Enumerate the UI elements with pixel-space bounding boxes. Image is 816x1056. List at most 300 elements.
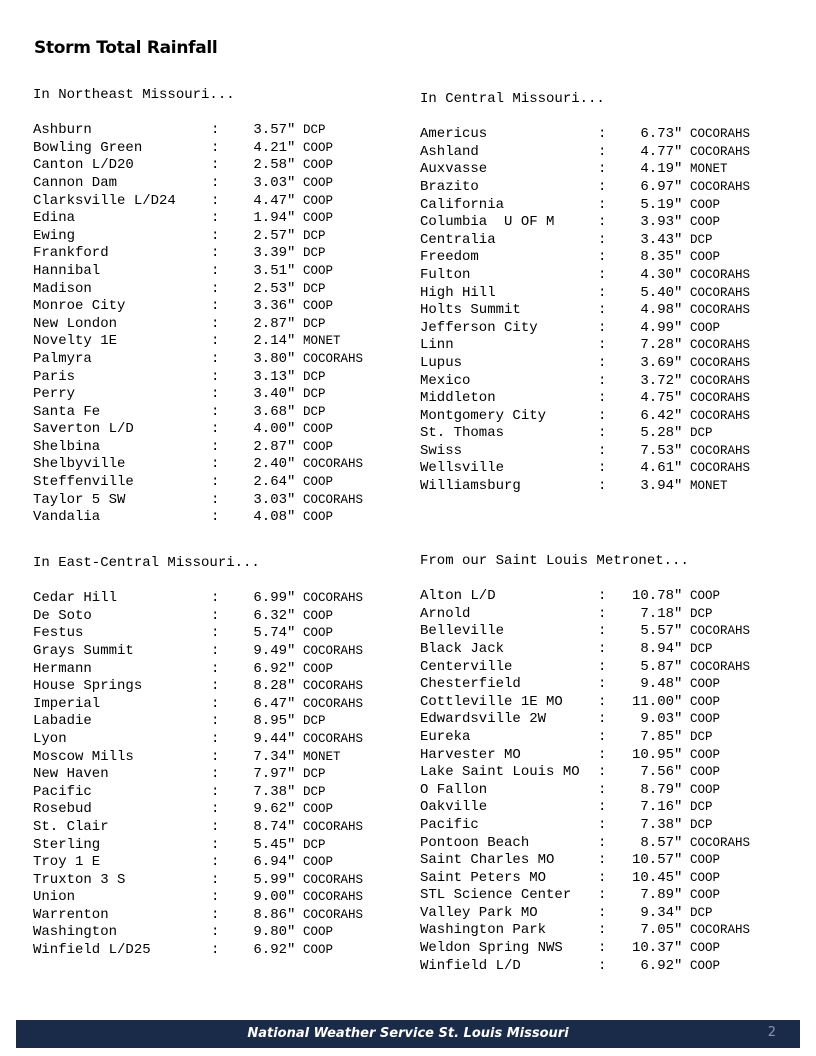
station-name: Santa Fe bbox=[33, 403, 101, 420]
station-name: Palmyra bbox=[33, 350, 92, 367]
station-name: STL Science Center bbox=[420, 887, 572, 904]
rainfall-amount: 4.19 bbox=[640, 161, 674, 178]
section-heading: In Northeast Missouri... bbox=[33, 87, 235, 103]
rainfall-row bbox=[420, 425, 750, 443]
separator: : bbox=[211, 695, 220, 712]
separator: : bbox=[598, 852, 607, 869]
rainfall-amount: 8.57 bbox=[640, 834, 674, 851]
station-name: Middleton bbox=[420, 390, 496, 407]
rainfall-list bbox=[33, 590, 363, 959]
data-source: COCORAHS bbox=[303, 679, 364, 694]
data-source: COOP bbox=[690, 782, 721, 797]
data-source: DCP bbox=[690, 641, 713, 656]
rainfall-amount: 6.97 bbox=[640, 178, 674, 195]
separator: : bbox=[598, 425, 607, 442]
data-source: COOP bbox=[303, 802, 334, 817]
station-name: Grays Summit bbox=[33, 642, 134, 659]
station-name: Eureka bbox=[420, 728, 471, 745]
separator: : bbox=[211, 625, 220, 642]
rainfall-row bbox=[420, 676, 750, 694]
separator: : bbox=[598, 781, 607, 798]
separator: : bbox=[211, 871, 220, 888]
data-source: COCORAHS bbox=[690, 408, 751, 423]
data-source: COOP bbox=[303, 263, 334, 278]
rainfall-amount: 3.68 bbox=[253, 403, 287, 420]
inch-mark: " bbox=[674, 834, 683, 851]
rainfall-row bbox=[33, 749, 363, 767]
inch-mark: " bbox=[287, 906, 296, 923]
inch-mark: " bbox=[287, 421, 296, 438]
station-name: Arnold bbox=[420, 605, 471, 622]
rainfall-row bbox=[420, 799, 750, 817]
separator: : bbox=[598, 588, 607, 605]
separator: : bbox=[598, 460, 607, 477]
station-name: Canton L/D20 bbox=[33, 157, 134, 174]
station-name: Paris bbox=[33, 368, 76, 385]
rainfall-amount: 10.57 bbox=[631, 852, 674, 869]
separator: : bbox=[598, 799, 607, 816]
station-name: Belleville bbox=[420, 623, 505, 640]
inch-mark: " bbox=[287, 642, 296, 659]
rainfall-amount: 7.97 bbox=[253, 766, 287, 783]
rainfall-amount: 7.34 bbox=[253, 748, 287, 765]
rainfall-amount: 6.47 bbox=[253, 695, 287, 712]
station-name: Williamsburg bbox=[420, 478, 521, 495]
station-name: Bowling Green bbox=[33, 139, 143, 156]
inch-mark: " bbox=[287, 192, 296, 209]
station-name: New London bbox=[33, 315, 118, 332]
rainfall-row bbox=[33, 942, 363, 960]
rainfall-row bbox=[33, 439, 363, 457]
data-source: COCORAHS bbox=[303, 872, 364, 887]
data-source: COOP bbox=[303, 193, 334, 208]
station-name: Moscow Mills bbox=[33, 748, 134, 765]
station-name: Montgomery City bbox=[420, 407, 547, 424]
data-source: DCP bbox=[303, 228, 326, 243]
separator: : bbox=[211, 818, 220, 835]
inch-mark: " bbox=[287, 491, 296, 508]
data-source: COCORAHS bbox=[690, 285, 751, 300]
inch-mark: " bbox=[674, 442, 683, 459]
station-name: Centralia bbox=[420, 231, 496, 248]
separator: : bbox=[598, 302, 607, 319]
rainfall-amount: 3.93 bbox=[640, 214, 674, 231]
inch-mark: " bbox=[674, 957, 683, 974]
separator: : bbox=[598, 442, 607, 459]
station-name: Taylor 5 SW bbox=[33, 491, 126, 508]
rainfall-row bbox=[33, 696, 363, 714]
rainfall-amount: 8.74 bbox=[253, 818, 287, 835]
inch-mark: " bbox=[674, 266, 683, 283]
data-source: DCP bbox=[690, 606, 713, 621]
station-name: Warrenton bbox=[33, 906, 109, 923]
data-source: COOP bbox=[303, 855, 334, 870]
separator: : bbox=[211, 906, 220, 923]
inch-mark: " bbox=[674, 623, 683, 640]
rainfall-row bbox=[33, 731, 363, 749]
separator: : bbox=[211, 368, 220, 385]
rainfall-row bbox=[33, 819, 363, 837]
data-source: COOP bbox=[690, 853, 721, 868]
station-name: Ashburn bbox=[33, 122, 92, 139]
station-name: Hannibal bbox=[33, 262, 101, 279]
station-name: O Fallon bbox=[420, 781, 488, 798]
rainfall-row bbox=[420, 588, 750, 606]
separator: : bbox=[598, 266, 607, 283]
station-name: Cedar Hill bbox=[33, 590, 118, 607]
data-source: COCORAHS bbox=[690, 391, 751, 406]
inch-mark: " bbox=[674, 460, 683, 477]
data-source: COOP bbox=[303, 211, 334, 226]
separator: : bbox=[211, 924, 220, 941]
station-name: Harvester MO bbox=[420, 746, 521, 763]
separator: : bbox=[598, 764, 607, 781]
inch-mark: " bbox=[287, 854, 296, 871]
rainfall-row bbox=[420, 373, 750, 391]
inch-mark: " bbox=[287, 474, 296, 491]
rainfall-amount: 5.19 bbox=[640, 196, 674, 213]
rainfall-row bbox=[420, 940, 750, 958]
station-name: House Springs bbox=[33, 678, 143, 695]
inch-mark: " bbox=[287, 333, 296, 350]
station-name: Columbia U OF M bbox=[420, 214, 555, 231]
inch-mark: " bbox=[287, 139, 296, 156]
data-source: COOP bbox=[690, 870, 721, 885]
station-name: De Soto bbox=[33, 607, 92, 624]
rainfall-row bbox=[420, 641, 750, 659]
rainfall-row bbox=[33, 140, 363, 158]
inch-mark: " bbox=[674, 478, 683, 495]
rainfall-row bbox=[33, 386, 363, 404]
rainfall-amount: 4.00 bbox=[253, 421, 287, 438]
rainfall-row bbox=[33, 281, 363, 299]
rainfall-amount: 3.36 bbox=[253, 298, 287, 315]
rainfall-amount: 8.79 bbox=[640, 781, 674, 798]
separator: : bbox=[211, 262, 220, 279]
rainfall-row bbox=[33, 456, 363, 474]
rainfall-row bbox=[420, 320, 750, 338]
data-source: COOP bbox=[303, 475, 334, 490]
inch-mark: " bbox=[674, 178, 683, 195]
inch-mark: " bbox=[674, 781, 683, 798]
inch-mark: " bbox=[674, 940, 683, 957]
rainfall-amount: 7.85 bbox=[640, 728, 674, 745]
separator: : bbox=[211, 730, 220, 747]
inch-mark: " bbox=[674, 231, 683, 248]
rainfall-row bbox=[33, 801, 363, 819]
inch-mark: " bbox=[674, 799, 683, 816]
station-name: Perry bbox=[33, 386, 76, 403]
rainfall-row bbox=[33, 298, 363, 316]
separator: : bbox=[211, 421, 220, 438]
data-source: COOP bbox=[690, 747, 721, 762]
data-source: COCORAHS bbox=[690, 624, 751, 639]
station-name: Sterling bbox=[33, 836, 101, 853]
data-source: COOP bbox=[303, 510, 334, 525]
separator: : bbox=[211, 474, 220, 491]
separator: : bbox=[211, 942, 220, 959]
data-source: COCORAHS bbox=[690, 355, 751, 370]
rainfall-amount: 6.99 bbox=[253, 590, 287, 607]
rainfall-amount: 4.61 bbox=[640, 460, 674, 477]
inch-mark: " bbox=[287, 942, 296, 959]
inch-mark: " bbox=[287, 210, 296, 227]
station-name: Union bbox=[33, 889, 76, 906]
separator: : bbox=[598, 957, 607, 974]
rainfall-amount: 2.14 bbox=[253, 333, 287, 350]
rainfall-amount: 3.94 bbox=[640, 478, 674, 495]
inch-mark: " bbox=[287, 730, 296, 747]
rainfall-row bbox=[420, 478, 750, 496]
station-name: New Haven bbox=[33, 766, 109, 783]
rainfall-row bbox=[420, 179, 750, 197]
inch-mark: " bbox=[287, 157, 296, 174]
data-source: DCP bbox=[690, 232, 713, 247]
rainfall-row bbox=[33, 784, 363, 802]
rainfall-amount: 5.40 bbox=[640, 284, 674, 301]
rainfall-row bbox=[420, 887, 750, 905]
inch-mark: " bbox=[287, 403, 296, 420]
data-source: COOP bbox=[690, 941, 721, 956]
separator: : bbox=[211, 889, 220, 906]
data-source: COCORAHS bbox=[303, 696, 364, 711]
rainfall-amount: 9.00 bbox=[253, 889, 287, 906]
separator: : bbox=[211, 227, 220, 244]
rainfall-amount: 6.73 bbox=[640, 126, 674, 143]
separator: : bbox=[211, 298, 220, 315]
rainfall-amount: 3.72 bbox=[640, 372, 674, 389]
rainfall-row bbox=[33, 245, 363, 263]
inch-mark: " bbox=[287, 122, 296, 139]
rainfall-row bbox=[420, 782, 750, 800]
station-name: Edina bbox=[33, 210, 76, 227]
inch-mark: " bbox=[287, 280, 296, 297]
inch-mark: " bbox=[287, 836, 296, 853]
data-source: MONET bbox=[303, 749, 341, 764]
rainfall-amount: 8.86 bbox=[253, 906, 287, 923]
rainfall-row bbox=[33, 316, 363, 334]
rainfall-amount: 6.94 bbox=[253, 854, 287, 871]
station-name: Clarksville L/D24 bbox=[33, 192, 176, 209]
page-title: Storm Total Rainfall bbox=[34, 38, 218, 58]
separator: : bbox=[211, 174, 220, 191]
station-name: Saverton L/D bbox=[33, 421, 134, 438]
rainfall-amount: 10.37 bbox=[631, 940, 674, 957]
station-name: Weldon Spring NWS bbox=[420, 940, 563, 957]
rainfall-row bbox=[420, 905, 750, 923]
station-name: Mexico bbox=[420, 372, 471, 389]
rainfall-amount: 8.28 bbox=[253, 678, 287, 695]
inch-mark: " bbox=[287, 713, 296, 730]
data-source: DCP bbox=[690, 800, 713, 815]
station-name: Holts Summit bbox=[420, 302, 521, 319]
station-name: Black Jack bbox=[420, 640, 505, 657]
inch-mark: " bbox=[674, 816, 683, 833]
data-source: COOP bbox=[690, 765, 721, 780]
station-name: Lake Saint Louis MO bbox=[420, 764, 580, 781]
rainfall-amount: 1.94 bbox=[253, 210, 287, 227]
data-source: COOP bbox=[303, 439, 334, 454]
section-heading: From our Saint Louis Metronet... bbox=[420, 553, 689, 569]
separator: : bbox=[598, 390, 607, 407]
rainfall-amount: 10.78 bbox=[631, 588, 674, 605]
separator: : bbox=[598, 869, 607, 886]
rainfall-row bbox=[33, 590, 363, 608]
inch-mark: " bbox=[287, 924, 296, 941]
station-name: Monroe City bbox=[33, 298, 126, 315]
rainfall-row bbox=[420, 922, 750, 940]
rainfall-amount: 9.03 bbox=[640, 711, 674, 728]
footer-bar bbox=[16, 1020, 800, 1048]
separator: : bbox=[598, 922, 607, 939]
rainfall-row bbox=[33, 766, 363, 784]
rainfall-amount: 9.34 bbox=[640, 904, 674, 921]
rainfall-amount: 3.51 bbox=[253, 262, 287, 279]
inch-mark: " bbox=[674, 161, 683, 178]
separator: : bbox=[211, 210, 220, 227]
east-central-missouri-section bbox=[33, 555, 363, 960]
data-source: COCORAHS bbox=[303, 819, 364, 834]
station-name: Steffenville bbox=[33, 474, 134, 491]
rainfall-row bbox=[420, 144, 750, 162]
data-source: COCORAHS bbox=[690, 127, 751, 142]
station-name: Pacific bbox=[420, 816, 479, 833]
inch-mark: " bbox=[287, 315, 296, 332]
rainfall-amount: 9.49 bbox=[253, 642, 287, 659]
data-source: DCP bbox=[690, 905, 713, 920]
inch-mark: " bbox=[287, 174, 296, 191]
station-name: Saint Peters MO bbox=[420, 869, 547, 886]
rainfall-amount: 7.53 bbox=[640, 442, 674, 459]
data-source: COOP bbox=[690, 215, 721, 230]
rainfall-row bbox=[33, 369, 363, 387]
data-source: COOP bbox=[690, 888, 721, 903]
inch-mark: " bbox=[674, 588, 683, 605]
separator: : bbox=[598, 746, 607, 763]
data-source: COCORAHS bbox=[690, 461, 751, 476]
separator: : bbox=[211, 491, 220, 508]
station-name: St. Clair bbox=[33, 818, 109, 835]
rainfall-row bbox=[33, 474, 363, 492]
data-source: COOP bbox=[690, 320, 721, 335]
data-source: COCORAHS bbox=[690, 179, 751, 194]
separator: : bbox=[211, 350, 220, 367]
rainfall-row bbox=[420, 729, 750, 747]
station-name: Labadie bbox=[33, 713, 92, 730]
inch-mark: " bbox=[674, 676, 683, 693]
station-name: Pontoon Beach bbox=[420, 834, 530, 851]
rainfall-row bbox=[33, 837, 363, 855]
inch-mark: " bbox=[674, 390, 683, 407]
station-name: Novelty 1E bbox=[33, 333, 118, 350]
station-name: Cannon Dam bbox=[33, 174, 118, 191]
separator: : bbox=[211, 456, 220, 473]
separator: : bbox=[211, 713, 220, 730]
separator: : bbox=[211, 122, 220, 139]
rainfall-amount: 4.30 bbox=[640, 266, 674, 283]
separator: : bbox=[598, 940, 607, 957]
separator: : bbox=[598, 354, 607, 371]
rainfall-row bbox=[420, 302, 750, 320]
inch-mark: " bbox=[287, 801, 296, 818]
rainfall-amount: 9.62 bbox=[253, 801, 287, 818]
rainfall-row bbox=[420, 126, 750, 144]
inch-mark: " bbox=[674, 852, 683, 869]
separator: : bbox=[211, 678, 220, 695]
station-name: Oakville bbox=[420, 799, 488, 816]
rainfall-row bbox=[420, 764, 750, 782]
station-name: Ashland bbox=[420, 143, 479, 160]
rainfall-list bbox=[33, 122, 363, 527]
rainfall-amount: 3.39 bbox=[253, 245, 287, 262]
station-name: Linn bbox=[420, 337, 454, 354]
data-source: COCORAHS bbox=[303, 457, 364, 472]
separator: : bbox=[598, 711, 607, 728]
inch-mark: " bbox=[674, 711, 683, 728]
rainfall-amount: 3.57 bbox=[253, 122, 287, 139]
rainfall-amount: 3.03 bbox=[253, 491, 287, 508]
separator: : bbox=[598, 249, 607, 266]
separator: : bbox=[211, 403, 220, 420]
rainfall-row bbox=[33, 193, 363, 211]
inch-mark: " bbox=[674, 337, 683, 354]
station-name: Rosebud bbox=[33, 801, 92, 818]
inch-mark: " bbox=[674, 693, 683, 710]
data-source: COCORAHS bbox=[690, 303, 751, 318]
section-heading: In Central Missouri... bbox=[420, 91, 605, 107]
separator: : bbox=[598, 126, 607, 143]
rainfall-row bbox=[33, 122, 363, 140]
rainfall-amount: 9.48 bbox=[640, 676, 674, 693]
rainfall-amount: 4.98 bbox=[640, 302, 674, 319]
rainfall-row bbox=[33, 175, 363, 193]
inch-mark: " bbox=[287, 766, 296, 783]
data-source: COOP bbox=[303, 175, 334, 190]
separator: : bbox=[598, 623, 607, 640]
rainfall-row bbox=[33, 643, 363, 661]
rainfall-row bbox=[420, 355, 750, 373]
rainfall-amount: 2.57 bbox=[253, 227, 287, 244]
inch-mark: " bbox=[287, 456, 296, 473]
separator: : bbox=[598, 904, 607, 921]
data-source: COCORAHS bbox=[690, 443, 751, 458]
data-source: MONET bbox=[303, 334, 341, 349]
inch-mark: " bbox=[287, 871, 296, 888]
station-name: Brazito bbox=[420, 178, 479, 195]
data-source: DCP bbox=[303, 404, 326, 419]
data-source: COOP bbox=[303, 626, 334, 641]
inch-mark: " bbox=[674, 319, 683, 336]
separator: : bbox=[598, 676, 607, 693]
station-name: Swiss bbox=[420, 442, 463, 459]
station-name: Festus bbox=[33, 625, 84, 642]
rainfall-row bbox=[420, 337, 750, 355]
metronet-section bbox=[420, 553, 750, 975]
rainfall-row bbox=[420, 285, 750, 303]
separator: : bbox=[211, 139, 220, 156]
inch-mark: " bbox=[674, 640, 683, 657]
data-source: COCORAHS bbox=[303, 351, 364, 366]
separator: : bbox=[211, 836, 220, 853]
station-name: California bbox=[420, 196, 505, 213]
data-source: COCORAHS bbox=[303, 731, 364, 746]
inch-mark: " bbox=[674, 764, 683, 781]
page-number: 2 bbox=[767, 1025, 776, 1040]
data-source: COCORAHS bbox=[303, 643, 364, 658]
station-name: Alton L/D bbox=[420, 588, 496, 605]
separator: : bbox=[598, 319, 607, 336]
inch-mark: " bbox=[287, 818, 296, 835]
